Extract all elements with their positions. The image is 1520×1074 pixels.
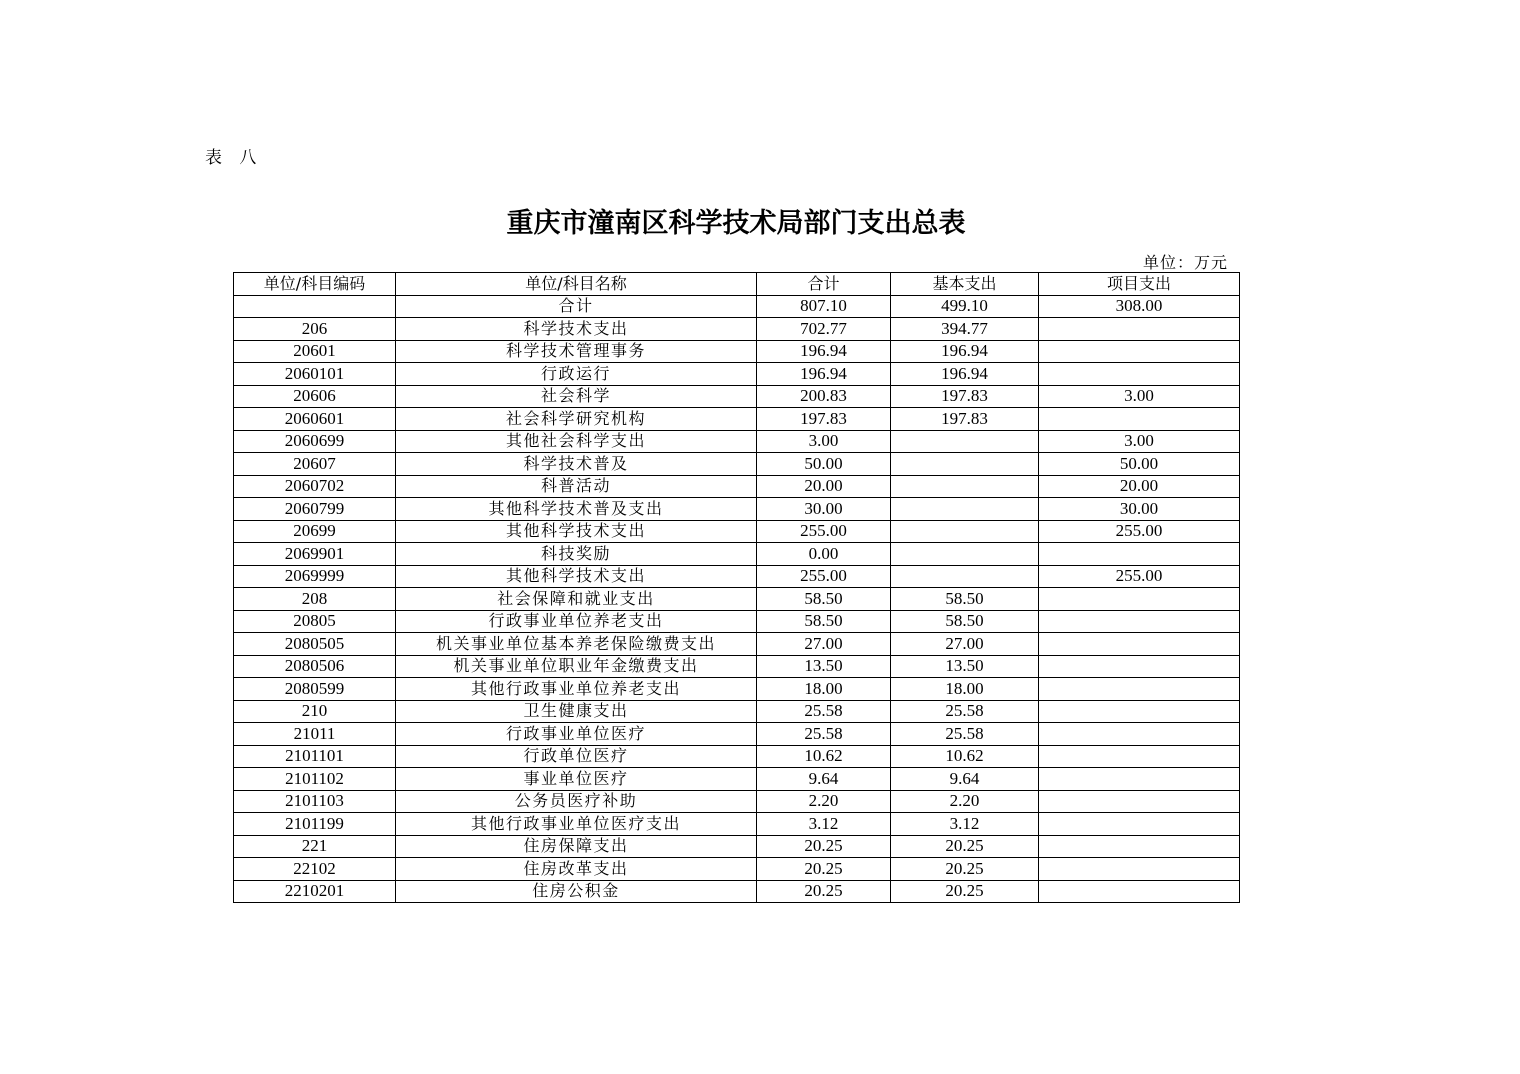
cell-code: 2080599 (234, 678, 396, 701)
table-row (234, 385, 1240, 408)
page-title: 重庆市潼南区科学技术局部门支出总表 (506, 208, 966, 239)
table-row (234, 318, 1240, 341)
cell-name: 科学技术普及 (396, 453, 757, 476)
cell-basic: 394.77 (891, 318, 1039, 341)
cell-code: 20606 (234, 385, 396, 408)
cell-basic: 20.25 (891, 858, 1039, 881)
cell-name: 卫生健康支出 (396, 700, 757, 723)
table-row (234, 813, 1240, 836)
cell-basic: 197.83 (891, 408, 1039, 431)
cell-basic: 10.62 (891, 745, 1039, 768)
cell-basic: 13.50 (891, 655, 1039, 678)
cell-project: 255.00 (1039, 520, 1240, 543)
cell-project (1039, 745, 1240, 768)
cell-total: 25.58 (757, 700, 891, 723)
cell-total: 807.10 (757, 295, 891, 318)
table-row (234, 768, 1240, 791)
cell-total: 58.50 (757, 610, 891, 633)
cell-code: 2101102 (234, 768, 396, 791)
cell-basic: 9.64 (891, 768, 1039, 791)
cell-total: 9.64 (757, 768, 891, 791)
table-row (234, 723, 1240, 746)
cell-project (1039, 700, 1240, 723)
table-row (234, 565, 1240, 588)
cell-project (1039, 858, 1240, 881)
cell-total: 10.62 (757, 745, 891, 768)
cell-code: 2210201 (234, 880, 396, 903)
cell-code: 21011 (234, 723, 396, 746)
cell-project (1039, 790, 1240, 813)
cell-basic (891, 475, 1039, 498)
cell-name: 机关事业单位基本养老保险缴费支出 (396, 633, 757, 656)
table-row (234, 700, 1240, 723)
cell-basic (891, 453, 1039, 476)
table-row (234, 340, 1240, 363)
table-row (234, 678, 1240, 701)
cell-total: 27.00 (757, 633, 891, 656)
table-row (234, 880, 1240, 903)
cell-total: 30.00 (757, 498, 891, 521)
cell-code: 2060702 (234, 475, 396, 498)
cell-basic: 196.94 (891, 363, 1039, 386)
table-row (234, 475, 1240, 498)
cell-name: 其他社会科学支出 (396, 430, 757, 453)
cell-total: 20.25 (757, 835, 891, 858)
cell-project (1039, 633, 1240, 656)
table-row (234, 858, 1240, 881)
cell-name: 科普活动 (396, 475, 757, 498)
cell-project (1039, 835, 1240, 858)
cell-code: 2069999 (234, 565, 396, 588)
cell-basic (891, 543, 1039, 566)
cell-name: 社会科学 (396, 385, 757, 408)
cell-basic: 3.12 (891, 813, 1039, 836)
table-row (234, 790, 1240, 813)
cell-project (1039, 340, 1240, 363)
cell-project (1039, 363, 1240, 386)
cell-code: 2101199 (234, 813, 396, 836)
header-code: 单位/科目编码 (234, 273, 396, 296)
table-row (234, 745, 1240, 768)
cell-total: 58.50 (757, 588, 891, 611)
cell-code: 2080506 (234, 655, 396, 678)
cell-project (1039, 723, 1240, 746)
cell-code: 210 (234, 700, 396, 723)
cell-name: 住房改革支出 (396, 858, 757, 881)
cell-project (1039, 610, 1240, 633)
cell-basic: 25.58 (891, 700, 1039, 723)
cell-total: 20.00 (757, 475, 891, 498)
cell-project (1039, 768, 1240, 791)
cell-name: 科技奖励 (396, 543, 757, 566)
cell-name: 行政运行 (396, 363, 757, 386)
cell-code: 2080505 (234, 633, 396, 656)
cell-code: 2060101 (234, 363, 396, 386)
header-name: 单位/科目名称 (396, 273, 757, 296)
cell-basic: 58.50 (891, 588, 1039, 611)
cell-project: 308.00 (1039, 295, 1240, 318)
cell-name: 其他科学技术支出 (396, 520, 757, 543)
cell-name: 行政单位医疗 (396, 745, 757, 768)
cell-total: 0.00 (757, 543, 891, 566)
cell-total: 20.25 (757, 858, 891, 881)
cell-total: 200.83 (757, 385, 891, 408)
cell-name: 合计 (396, 295, 757, 318)
cell-project (1039, 318, 1240, 341)
cell-total: 2.20 (757, 790, 891, 813)
table-body (234, 295, 1240, 903)
cell-code: 20601 (234, 340, 396, 363)
table-row (234, 655, 1240, 678)
cell-project: 255.00 (1039, 565, 1240, 588)
cell-total: 196.94 (757, 340, 891, 363)
cell-basic: 20.25 (891, 880, 1039, 903)
cell-basic (891, 520, 1039, 543)
cell-project: 3.00 (1039, 385, 1240, 408)
table-row (234, 498, 1240, 521)
cell-code: 22102 (234, 858, 396, 881)
cell-code: 2101101 (234, 745, 396, 768)
table-row (234, 520, 1240, 543)
table-row (234, 633, 1240, 656)
header-project: 项目支出 (1039, 273, 1240, 296)
expense-table (233, 272, 1240, 903)
cell-project (1039, 408, 1240, 431)
cell-basic: 197.83 (891, 385, 1039, 408)
cell-code: 2060799 (234, 498, 396, 521)
table-row (234, 408, 1240, 431)
cell-total: 196.94 (757, 363, 891, 386)
cell-code: 20607 (234, 453, 396, 476)
cell-basic: 25.58 (891, 723, 1039, 746)
cell-code: 221 (234, 835, 396, 858)
cell-code: 208 (234, 588, 396, 611)
cell-name: 行政事业单位医疗 (396, 723, 757, 746)
cell-total: 3.00 (757, 430, 891, 453)
cell-project: 50.00 (1039, 453, 1240, 476)
cell-project (1039, 880, 1240, 903)
cell-total: 197.83 (757, 408, 891, 431)
cell-code: 206 (234, 318, 396, 341)
table-header-row (234, 273, 1240, 296)
cell-code (234, 295, 396, 318)
cell-total: 255.00 (757, 565, 891, 588)
cell-total: 18.00 (757, 678, 891, 701)
cell-code: 2069901 (234, 543, 396, 566)
cell-name: 住房保障支出 (396, 835, 757, 858)
cell-total: 13.50 (757, 655, 891, 678)
cell-basic (891, 430, 1039, 453)
cell-project: 30.00 (1039, 498, 1240, 521)
cell-basic: 18.00 (891, 678, 1039, 701)
cell-name: 社会保障和就业支出 (396, 588, 757, 611)
cell-name: 科学技术支出 (396, 318, 757, 341)
cell-basic (891, 565, 1039, 588)
cell-name: 其他科学技术支出 (396, 565, 757, 588)
table-row (234, 543, 1240, 566)
cell-name: 公务员医疗补助 (396, 790, 757, 813)
table-row (234, 295, 1240, 318)
table-row (234, 430, 1240, 453)
cell-basic: 27.00 (891, 633, 1039, 656)
table-row (234, 363, 1240, 386)
cell-basic: 499.10 (891, 295, 1039, 318)
table-row (234, 835, 1240, 858)
cell-code: 2060699 (234, 430, 396, 453)
cell-project: 3.00 (1039, 430, 1240, 453)
cell-project (1039, 588, 1240, 611)
cell-name: 其他行政事业单位医疗支出 (396, 813, 757, 836)
cell-name: 行政事业单位养老支出 (396, 610, 757, 633)
cell-basic (891, 498, 1039, 521)
cell-name: 科学技术管理事务 (396, 340, 757, 363)
cell-project (1039, 678, 1240, 701)
table-number-label: 表 八 (205, 148, 263, 168)
cell-total: 20.25 (757, 880, 891, 903)
cell-code: 2101103 (234, 790, 396, 813)
cell-project: 20.00 (1039, 475, 1240, 498)
unit-label: 单位：万元 (1142, 253, 1228, 272)
cell-project (1039, 655, 1240, 678)
cell-code: 20699 (234, 520, 396, 543)
table-row (234, 610, 1240, 633)
cell-name: 机关事业单位职业年金缴费支出 (396, 655, 757, 678)
cell-name: 其他行政事业单位养老支出 (396, 678, 757, 701)
table-row (234, 588, 1240, 611)
cell-name: 其他科学技术普及支出 (396, 498, 757, 521)
header-total: 合计 (757, 273, 891, 296)
cell-project (1039, 813, 1240, 836)
cell-basic: 58.50 (891, 610, 1039, 633)
cell-name: 社会科学研究机构 (396, 408, 757, 431)
cell-total: 50.00 (757, 453, 891, 476)
cell-project (1039, 543, 1240, 566)
cell-name: 住房公积金 (396, 880, 757, 903)
cell-code: 20805 (234, 610, 396, 633)
table-row (234, 453, 1240, 476)
cell-basic: 2.20 (891, 790, 1039, 813)
cell-total: 255.00 (757, 520, 891, 543)
cell-name: 事业单位医疗 (396, 768, 757, 791)
cell-total: 25.58 (757, 723, 891, 746)
cell-total: 3.12 (757, 813, 891, 836)
header-basic: 基本支出 (891, 273, 1039, 296)
cell-basic: 20.25 (891, 835, 1039, 858)
cell-basic: 196.94 (891, 340, 1039, 363)
cell-code: 2060601 (234, 408, 396, 431)
cell-total: 702.77 (757, 318, 891, 341)
